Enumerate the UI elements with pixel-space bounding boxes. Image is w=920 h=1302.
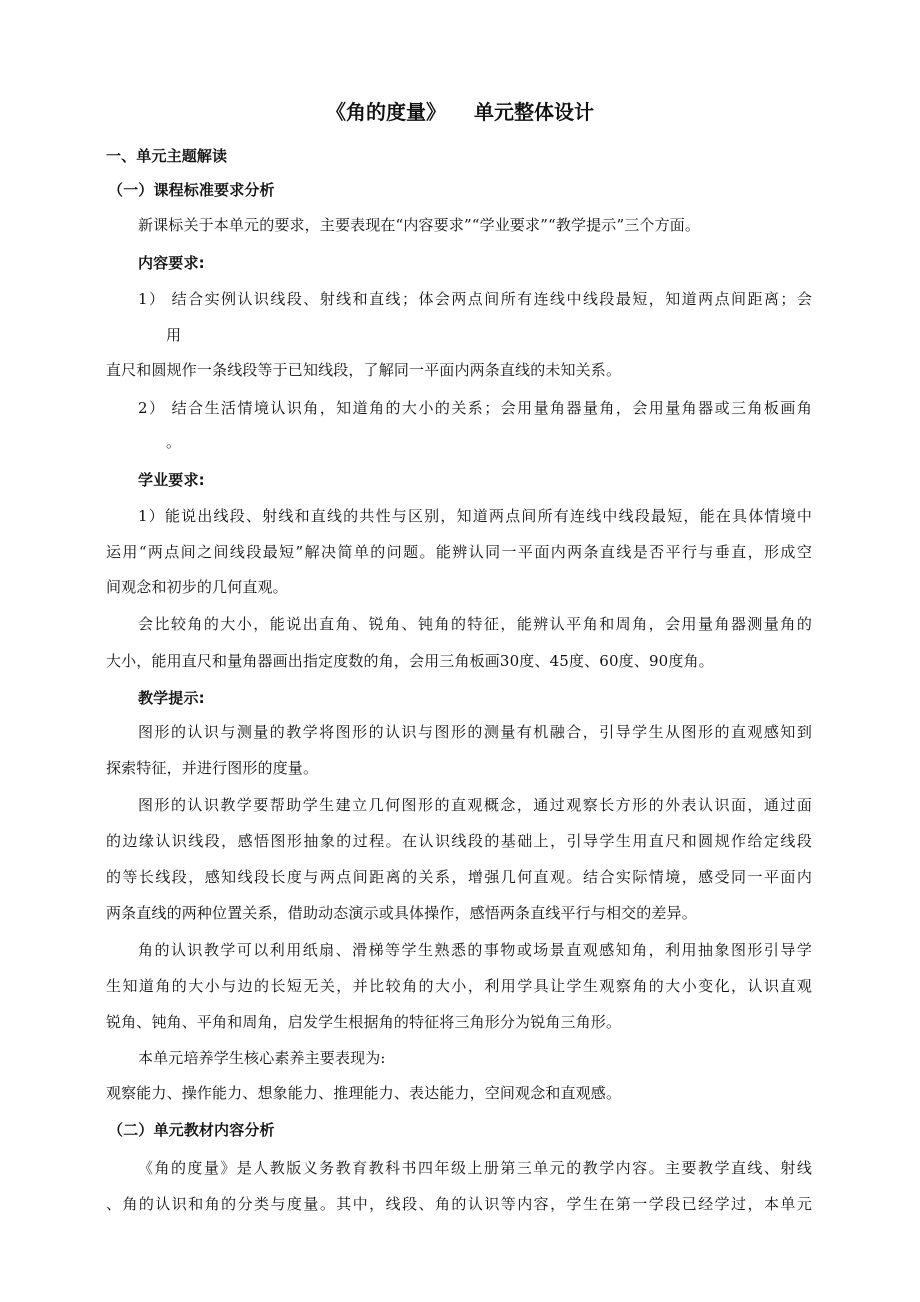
content-req-item1-line2: 用: [166, 326, 182, 344]
academic-req-p1-line3: 间观念和初步的几何直观。: [106, 578, 288, 596]
teaching-tips-p1-line1: 图形的认识与测量的教学将图形的认识与图形的测量有机融合，引导学生从图形的直观感知到: [138, 723, 812, 741]
academic-requirements-heading: 学业要求:: [138, 471, 205, 489]
subsection-heading-1: （一）课程标准要求分析: [108, 181, 275, 199]
teaching-tips-p4-line1: 本单元培养学生核心素养主要表现为:: [138, 1049, 386, 1067]
teaching-tips-p4-line2: 观察能力、操作能力、想象能力、推理能力、表达能力，空间观念和直观感。: [106, 1084, 622, 1102]
academic-req-p1-line1: 1）能说出线段、射线和直线的共性与区别，知道两点间所有连线中线段最短，能在具体情境中: [138, 507, 812, 525]
teaching-tips-p1-line2: 探索特征，并进行图形的度量。: [106, 759, 319, 777]
academic-req-p1-line2: 运用“两点间之间线段最短”解决简单的问题。能辨认同一平面内两条直线是否平行与垂直，形成空: [106, 543, 812, 561]
document-title: [0, 99, 920, 125]
teaching-tips-p2-line1: 图形的认识教学要帮助学生建立几何图形的直观概念，通过观察长方形的外表认识面，通过面: [138, 796, 812, 814]
teaching-tips-p3-line1: 角的认识教学可以利用纸扇、滑梯等学生熟悉的事物或场景直观感知角，利用抽象图形引导学: [138, 941, 812, 959]
content-req-item2-line1: 2） 结合生活情境认识角，知道角的大小的关系；会用量角器量角，会用量角器或三角板画角: [138, 399, 812, 417]
teaching-tips-p3-line3: 锐角、钝角、平角和周角，启发学生根据角的特征将三角形分为锐角三角形。: [106, 1013, 622, 1031]
teaching-tips-p2-line2: 的边缘认识线段，感悟图形抽象的过程。在认识线段的基础上，引导学生用直尺和圆规作给定线段: [106, 832, 812, 850]
material-analysis-line1: 《角的度量》是人教版义务教育教科书四年级上册第三单元的教学内容。主要教学直线、射线: [138, 1159, 812, 1177]
content-req-item1-line1: 1） 结合实例认识线段、射线和直线；体会两点间所有连线中线段最短，知道两点间距离；会: [138, 290, 812, 308]
paragraph-intro: 新课标关于本单元的要求，主要表现在“内容要求”“学业要求”“教学提示”三个方面。: [138, 216, 701, 234]
teaching-tips-heading: 教学提示:: [138, 689, 205, 707]
content-req-item2-line2: 。: [166, 433, 182, 451]
subsection-heading-2: （二）单元教材内容分析: [108, 1121, 275, 1139]
material-analysis-line2: 、角的认识和角的分类与度量。其中，线段、角的认识等内容，学生在第一学段已经学过，本单元: [106, 1195, 812, 1213]
content-requirements-heading: 内容要求:: [138, 254, 205, 272]
title-book-name: 《角的度量》: [326, 100, 446, 124]
teaching-tips-p2-line3: 的等长线段，感知线段长度与两点间距离的关系，增强几何直观。结合实际情境，感受同一平面内: [106, 868, 812, 886]
teaching-tips-p2-line4: 两条直线的两种位置关系，借助动态演示或具体操作，感悟两条直线平行与相交的差异。: [106, 904, 697, 922]
academic-req-p2-line1: 会比较角的大小，能说出直角、锐角、钝角的特征，能辨认平角和周角，会用量角器测量角的: [138, 615, 812, 633]
teaching-tips-p3-line2: 生知道角的大小与边的长短无关，并比较角的大小，利用学具让学生观察角的大小变化，认识直观: [106, 977, 812, 995]
section-heading-1: 一、单元主题解读: [106, 147, 228, 165]
academic-req-p2-line2: 大小，能用直尺和量角器画出指定度数的角，会用三角板画30度、45度、60度、90度角。: [106, 652, 714, 670]
title-subtitle: 单元整体设计: [474, 100, 594, 124]
content-req-item1-line3: 直尺和圆规作一条线段等于已知线段，了解同一平面内两条直线的未知关系。: [106, 361, 622, 379]
